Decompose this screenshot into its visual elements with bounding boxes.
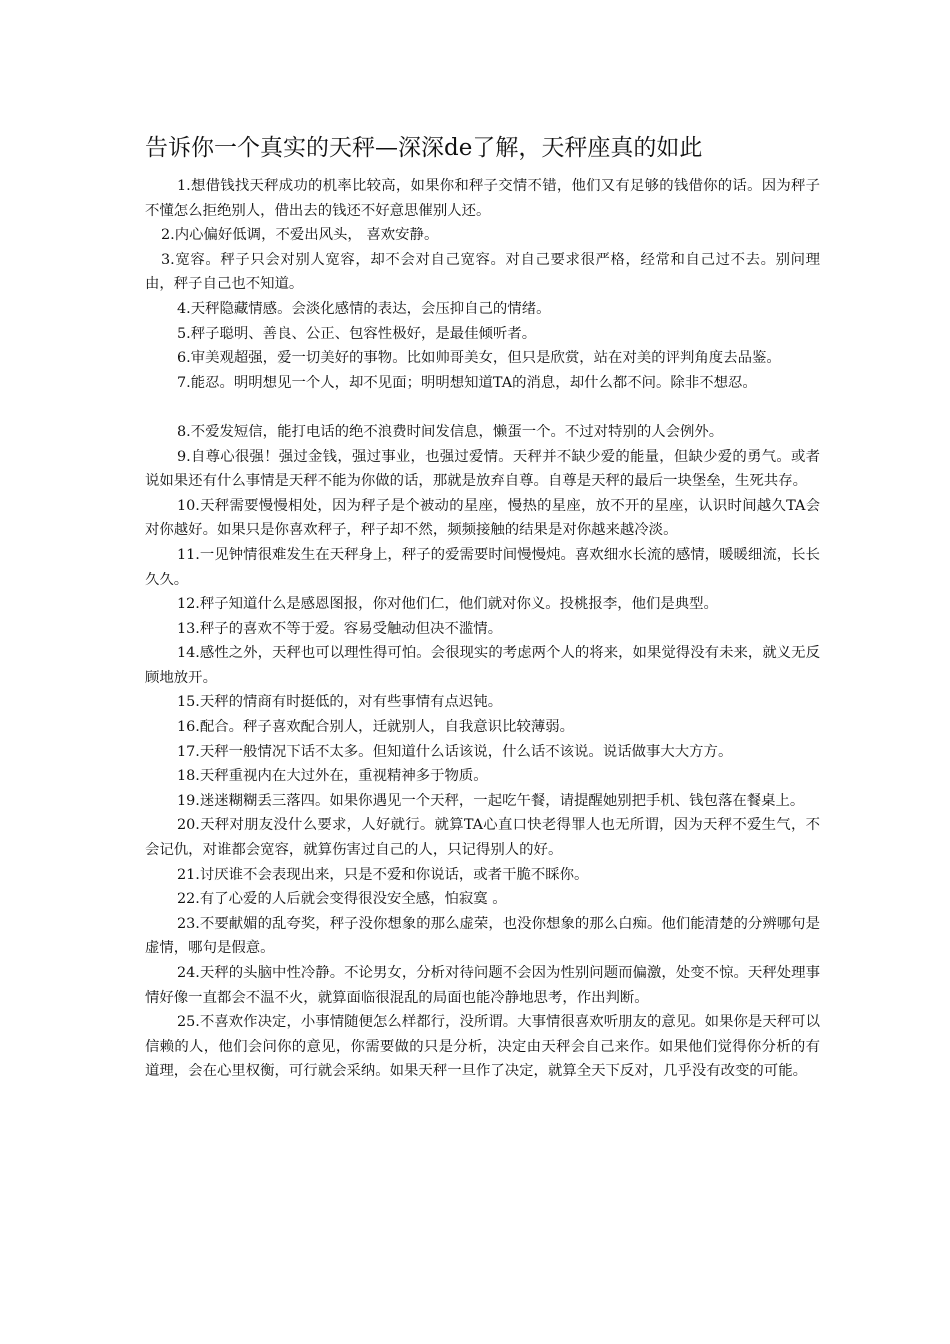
paragraph-14: 14.感性之外，天秤也可以理性得可怕。会很现实的考虑两个人的将来，如果觉得没有未来，就义无反顾地放开。: [145, 645, 820, 686]
paragraph-3: 3.宽容。秤子只会对别人宽容，却不会对自己宽容。对自己要求很严格，经常和自己过不去。别问理由，秤子自己也不知道。: [145, 251, 820, 293]
paragraph-22: 22.有了心爱的人后就会变得很没安全感，怕寂寞 。: [177, 891, 507, 908]
paragraph-16: 16.配合。秤子喜欢配合别人，迁就别人，自我意识比较薄弱。: [177, 719, 575, 736]
paragraph-9: 9.自尊心很强！强过金钱，强过事业，也强过爱情。天秤并不缺少爱的能量，但缺少爱的勇气。或者说如果还有什么事情是天秤不能为你做的话，那就是放弃自尊。自尊是天秤的最后一块堡垒，生死共存。: [145, 448, 820, 490]
paragraph-13: 13.秤子的喜欢不等于爱。容易受触动但决不滥情。: [177, 620, 503, 637]
paragraph-17: 17.天秤一般情况下话不太多。但知道什么话该说，什么话不该说。说话做事大大方方。: [177, 743, 733, 760]
paragraph-21: 21.讨厌谁不会表现出来，只是不爱和你说话，或者干脆不睬你。: [177, 866, 589, 883]
paragraph-15: 15.天秤的情商有时挺低的，对有些事情有点迟钝。: [177, 694, 503, 711]
paragraph-1: 1.想借钱找天秤成功的机率比较高，如果你和秤子交情不错，他们又有足够的钱借你的话。因为秤子不懂怎么拒绝别人，借出去的钱还不好意思催别人还。: [145, 178, 820, 219]
paragraph-18: 18.天秤重视内在大过外在，重视精神多于物质。: [177, 768, 488, 785]
paragraph-25: 25.不喜欢作决定，小事情随便怎么样都行，没所谓。大事情很喜欢听朋友的意见。如果你是天秤可以信赖的人，他们会问你的意见，你需要做的只是分析，决定由天秤会自己来作。如果他们觉得你分析的有道理，会在心里权衡，可行就会采纳。如果天秤一旦作了决定，就算全天下反对，几乎没有改变的可能。: [145, 1014, 820, 1080]
paragraph-10: 10.天秤需要慢慢相处，因为秤子是个被动的星座，慢热的星座，放不开的星座，认识时间越久TA会对你越好。如果只是你喜欢秤子，秤子却不然，频频接触的结果是对你越来越冷淡。: [145, 497, 820, 539]
paragraph-4: 4.天秤隐藏情感。会淡化感情的表达，会压抑自己的情绪。: [177, 300, 551, 317]
paragraph-23: 23.不要献媚的乱夸奖，秤子没你想象的那么虚荣，也没你想象的那么白痴。他们能清楚的分辨哪句是虚情，哪句是假意。: [145, 915, 820, 957]
paragraph-7: 7.能忍。明明想见一个人，却不见面；明明想知道TA的消息，却什么都不问。除非不想忍。: [177, 374, 757, 391]
paragraph-2: 2.内心偏好低调，不爱出风头， 喜欢安静。: [161, 227, 439, 244]
paragraph-11: 11.一见钟情很难发生在天秤身上，秤子的爱需要时间慢慢炖。喜欢细水长流的感情，暖暖细流，长长久久。: [145, 546, 820, 588]
document-page: [145, 132, 820, 1084]
paragraph-24: 24.天秤的头脑中性冷静。不论男女，分析对待问题不会因为性别问题而偏激，处变不惊。天秤处理事情好像一直都会不温不火，就算面临很混乱的局面也能冷静地思考，作出判断。: [145, 965, 820, 1006]
paragraph-19: 19.迷迷糊糊丢三落四。如果你遇见一个天秤，一起吃午餐，请提醒她别把手机、钱包落在餐桌上。: [177, 792, 805, 809]
paragraph-20: 20.天秤对朋友没什么要求，人好就行。就算TA心直口快老得罪人也无所谓，因为天秤不爱生气，不会记仇，对谁都会宽容，就算伤害过自己的人，只记得别人的好。: [145, 817, 820, 859]
paragraph-6: 6.审美观超强，爱一切美好的事物。比如帅哥美女，但只是欣赏，站在对美的评判角度去品鉴。: [177, 350, 781, 367]
document-title: 告诉你一个真实的天秤—深深de了解，天秤座真的如此: [145, 135, 703, 161]
paragraph-12: 12.秤子知道什么是感恩图报，你对他们仁，他们就对你义。投桃报李，他们是典型。: [177, 596, 718, 613]
blank-line: [145, 395, 820, 420]
paragraph-8: 8.不爱发短信，能打电话的绝不浪费时间发信息，懒蛋一个。不过对特别的人会例外。: [177, 423, 724, 440]
paragraph-5: 5.秤子聪明、善良、公正、包容性极好，是最佳倾听者。: [177, 325, 537, 342]
